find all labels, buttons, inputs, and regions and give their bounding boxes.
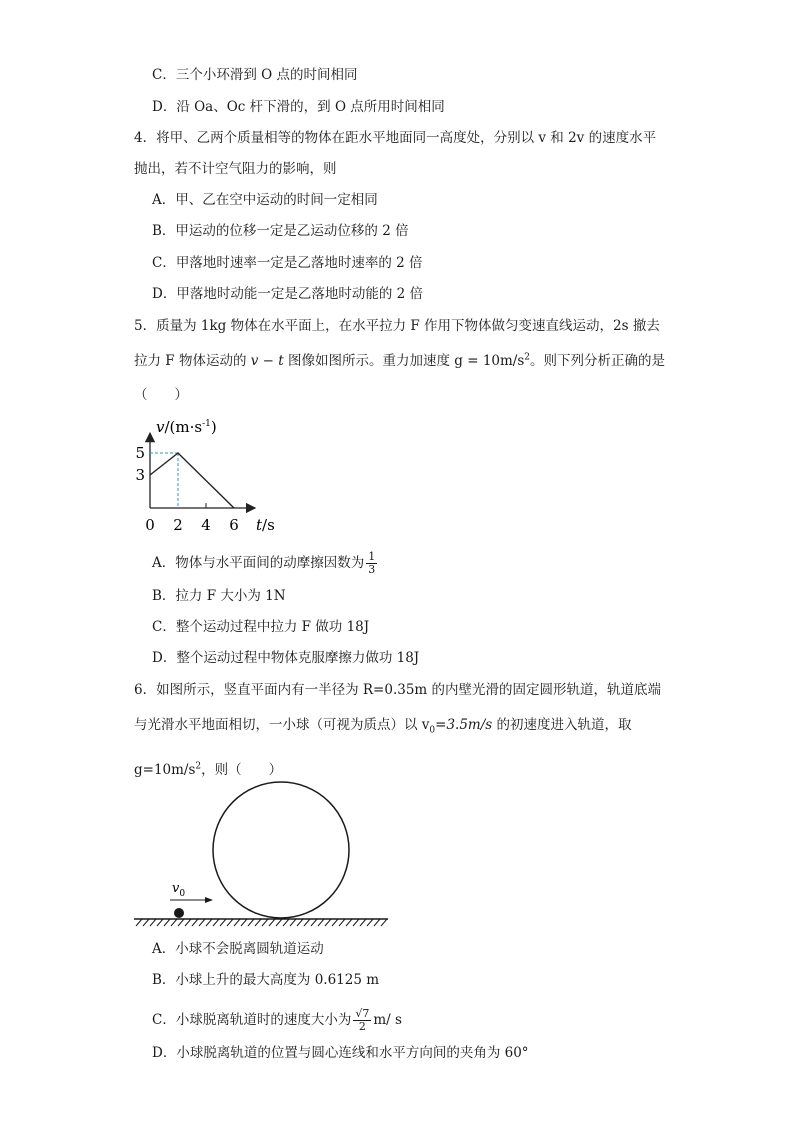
q5-option-a-denominator: 3 — [368, 563, 376, 576]
q6-g-value: g=10m/s — [134, 762, 196, 778]
q4-option-a: A．甲、乙在空中运动的时间一定相同 — [152, 192, 378, 208]
vt-axes — [150, 433, 255, 508]
q5-stem-line2-a: 拉力 F 物体运动的 — [134, 353, 251, 369]
hatch-stroke — [192, 919, 198, 926]
hatch-stroke — [311, 919, 317, 926]
q5-answer-paren: （ ） — [134, 387, 188, 403]
q6-option-d: D．小球脱离轨道的位置与圆心连线和水平方向间的夹角为 60° — [152, 1045, 529, 1061]
vt-series-polyline — [150, 453, 234, 508]
hatch-stroke — [157, 919, 163, 926]
circular-track — [213, 782, 349, 918]
vt-guides — [150, 453, 178, 508]
y-tick-label-5: 5 — [135, 444, 145, 462]
q6-stem-line2 — [134, 715, 632, 735]
vt-x-axis-label: t/s — [256, 516, 275, 534]
q4-stem-line1: 4．将甲、乙两个质量相等的物体在距水平地面同一高度处，分别以 v 和 2v 的速度水平 — [134, 130, 657, 146]
q5-option-b: B．拉力 F 大小为 1N — [152, 588, 286, 604]
hatch-stroke — [325, 919, 331, 926]
q5-sup-2: 2 — [524, 352, 531, 363]
hatch-stroke — [332, 919, 338, 926]
hatch-stroke — [206, 919, 212, 926]
q6-v0-sub: 0 — [429, 725, 436, 736]
hatch-stroke — [360, 919, 366, 926]
loop-track-diagram — [130, 780, 390, 935]
vt-tick-labels — [135, 444, 238, 534]
v0-label: $v_0$ — [172, 881, 186, 899]
hatch-stroke — [283, 919, 289, 926]
q6-stem-line3-b: ，则（ ） — [201, 762, 283, 778]
hatch-stroke — [199, 919, 205, 926]
hatch-stroke — [339, 919, 345, 926]
q4-option-c: C．甲落地时速率一定是乙落地时速率的 2 倍 — [152, 255, 423, 271]
hatch-stroke — [353, 919, 359, 926]
q5-option-a-text: A．物体与水平面间的动摩擦因数为 — [152, 555, 365, 571]
hatch-stroke — [381, 919, 387, 926]
hatch-stroke — [297, 919, 303, 926]
q6-stem-line1: 6．如图所示，竖直平面内有一半径为 R=0.35m 的内壁光滑的固定圆形轨道，轨道底端 — [134, 682, 662, 698]
hatch-stroke — [269, 919, 275, 926]
x-tick-label-4: 4 — [201, 516, 211, 534]
q4-option-d: D．甲落地时动能一定是乙落地时动能的 2 倍 — [152, 286, 423, 302]
q5-option-a-fraction — [366, 551, 377, 576]
q6-option-c-text: C．小球脱离轨道时的速度大小为 — [152, 1012, 352, 1028]
q6-sup-2: 2 — [195, 761, 202, 772]
q5-option-a — [152, 551, 379, 576]
hatch-stroke — [367, 919, 373, 926]
hatch-stroke — [164, 919, 170, 926]
q6-stem-line3 — [134, 760, 282, 780]
hatch-stroke — [234, 919, 240, 926]
q6-stem-line2-a: 与光滑水平地面相切，一小球（可视为质点）以 v — [134, 717, 430, 733]
hatch-stroke — [241, 919, 247, 926]
vt-chart — [130, 410, 290, 540]
hatch-stroke — [178, 919, 184, 926]
q6-stem-line2-c: 的初速度进入轨道，取 — [492, 717, 632, 733]
q6-option-c — [152, 1008, 402, 1033]
q5-stem-line2-d: 。则下列分析正确的是 — [530, 353, 666, 369]
y-tick-label-3: 3 — [135, 466, 145, 484]
q6-v0-value: =3.5m/s — [435, 717, 493, 733]
hatch-stroke — [185, 919, 191, 926]
x-tick-label-2: 2 — [173, 516, 183, 534]
hatch-stroke — [255, 919, 261, 926]
q5-stem-line1: 5．质量为 1kg 物体在水平面上，在水平拉力 F 作用下物体做匀变速直线运动，2s 撤去 — [134, 318, 660, 334]
q5-option-a-numerator: 1 — [368, 550, 376, 563]
hatch-stroke — [143, 919, 149, 926]
q3-option-d: D．沿 Oa、Oc 杆下滑的，到 O 点所用时间相同 — [152, 99, 445, 115]
hatch-stroke — [346, 919, 352, 926]
q4-option-b: B．甲运动的位移一定是乙运动位移的 2 倍 — [152, 223, 409, 239]
hatch-stroke — [276, 919, 282, 926]
q5-option-c: C．整个运动过程中拉力 F 做功 18J — [152, 619, 370, 635]
q5-stem-line2 — [134, 351, 665, 371]
ball — [174, 908, 184, 918]
x-tick-label-0: 0 — [145, 516, 155, 534]
hatch-stroke — [248, 919, 254, 926]
q5-option-d: D．整个运动过程中物体克服摩擦力做功 18J — [152, 650, 420, 666]
q6-option-c-denominator: 2 — [358, 1020, 366, 1033]
q6-option-a: A．小球不会脱离圆轨道运动 — [152, 941, 324, 957]
q3-option-c: C．三个小环滑到 O 点的时间相同 — [152, 67, 358, 83]
q4-stem-line2: 抛出，若不计空气阻力的影响，则 — [134, 161, 337, 177]
q6-option-c-numerator: √7 — [355, 1007, 370, 1020]
q5-stem-line2-c: 图像如图所示。重力加速度 g = 10m/s — [283, 353, 525, 369]
vt-y-axis-label: $v/(m\cdot s^{-1})$ — [156, 418, 217, 436]
q5-vt-label: v − t — [250, 353, 284, 369]
hatch-stroke — [150, 919, 156, 926]
q6-option-c-unit: m/ s — [373, 1012, 402, 1028]
hatch-stroke — [290, 919, 296, 926]
q6-option-b: B．小球上升的最大高度为 0.6125 m — [152, 972, 380, 988]
hatch-stroke — [374, 919, 380, 926]
hatch-stroke — [262, 919, 268, 926]
hatch-stroke — [227, 919, 233, 926]
hatch-stroke — [220, 919, 226, 926]
hatch-stroke — [136, 919, 142, 926]
vt-series-line — [150, 453, 234, 508]
hatch-stroke — [318, 919, 324, 926]
ground-hatch — [136, 919, 387, 926]
x-tick-label-6: 6 — [229, 516, 239, 534]
hatch-stroke — [304, 919, 310, 926]
hatch-stroke — [213, 919, 219, 926]
hatch-stroke — [171, 919, 177, 926]
q6-option-c-fraction — [353, 1008, 371, 1033]
